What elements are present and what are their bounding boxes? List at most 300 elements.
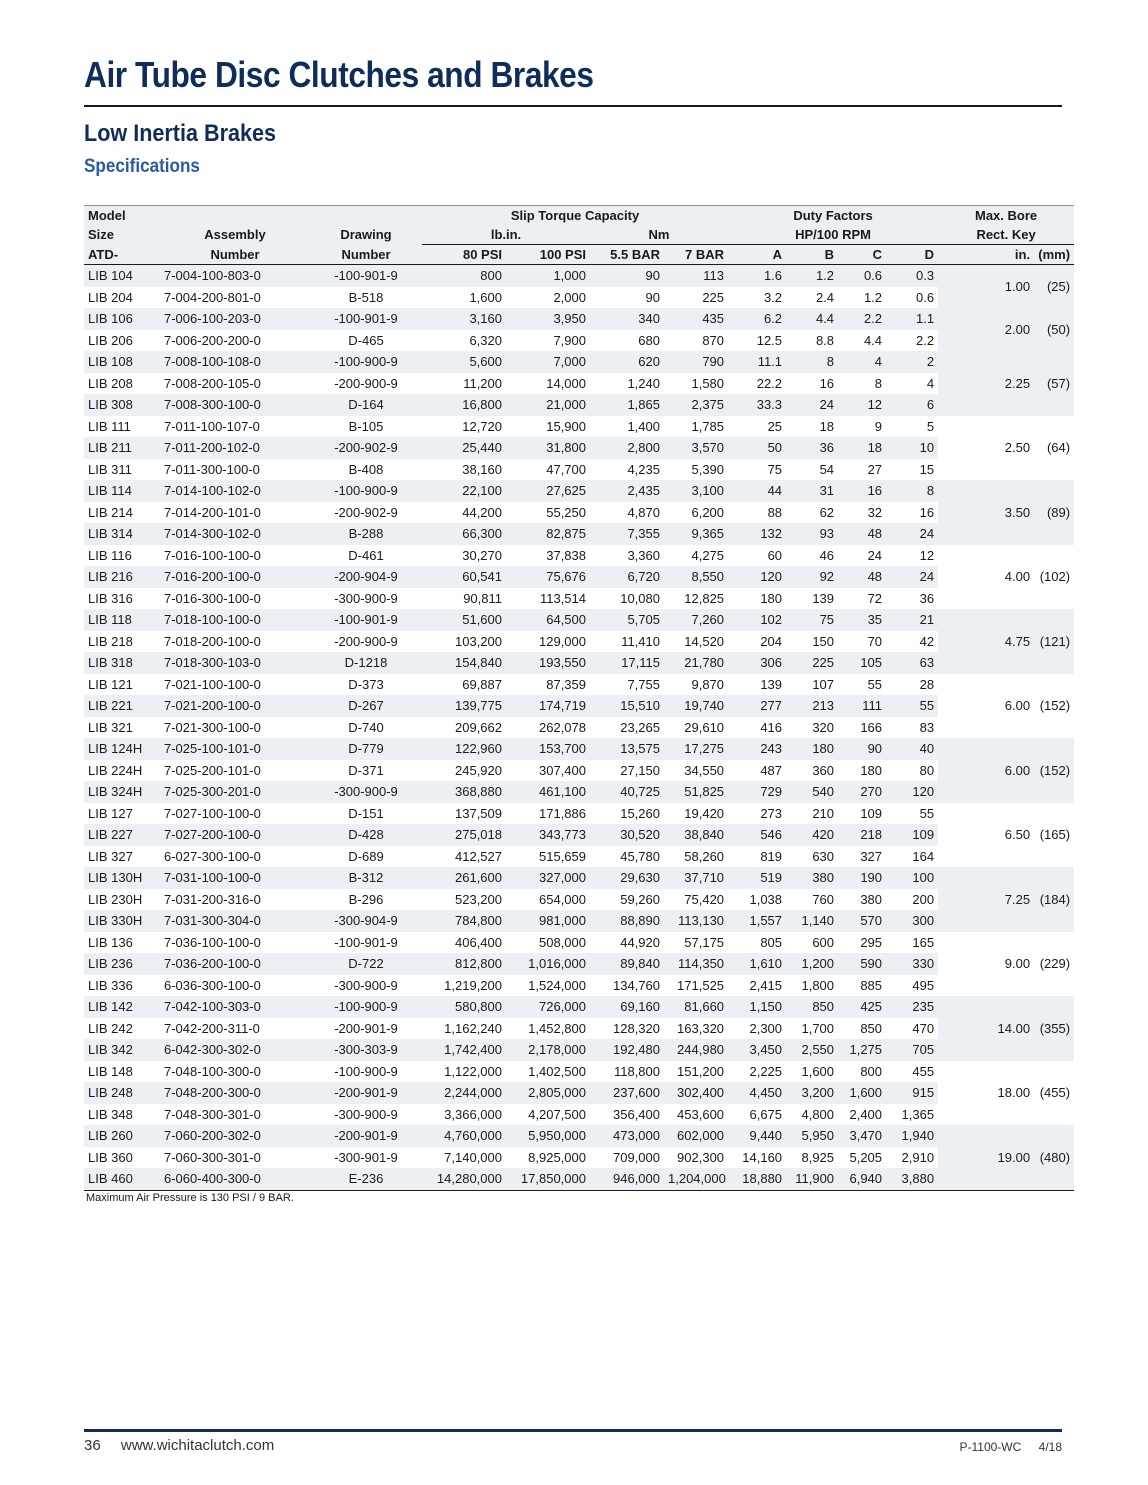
model-size: LIB 260 <box>84 1125 160 1147</box>
duty-c: 6,940 <box>838 1168 886 1190</box>
torque-5-5bar: 40,725 <box>590 781 664 803</box>
assembly-number: 7-021-200-100-0 <box>160 695 310 717</box>
max-bore-in: 2.50 <box>938 416 1034 481</box>
drawing-number: D-371 <box>348 762 384 778</box>
drawing-number: E-236 <box>310 1168 422 1190</box>
max-bore-in: 4.00 <box>938 545 1034 610</box>
drawing-number: -300-303-9 <box>310 1039 422 1061</box>
drawing-number: D-722 <box>310 953 422 975</box>
torque-7bar: 3,570 <box>664 437 728 459</box>
duty-a: 44 <box>728 480 786 502</box>
table-row <box>84 803 1074 825</box>
duty-d: 455 <box>912 1063 935 1079</box>
table-row <box>84 717 1074 739</box>
footer-right <box>960 1440 1063 1454</box>
assembly-number: 7-004-200-801-0 <box>164 289 261 305</box>
duty-a: 519 <box>728 867 786 889</box>
duty-c: 109 <box>860 805 883 821</box>
title-divider <box>84 105 1062 107</box>
duty-a: 4,450 <box>728 1082 786 1104</box>
torque-80psi: 44,200 <box>462 504 502 520</box>
drawing-number: D-465 <box>348 332 384 348</box>
duty-d: 3,880 <box>886 1168 938 1190</box>
max-bore-mm: (50) <box>1034 308 1074 351</box>
assembly-number: 7-014-100-102-0 <box>160 480 310 502</box>
header-assembly: Assembly <box>160 225 310 245</box>
duty-b: 11,900 <box>786 1168 838 1190</box>
torque-80psi: 275,018 <box>422 824 506 846</box>
duty-a: 416 <box>760 719 783 735</box>
table-row <box>84 1082 1074 1104</box>
header-duty-factors: Duty Factors <box>728 206 938 226</box>
assembly-number: 6-060-400-300-0 <box>160 1168 310 1190</box>
torque-100psi: 343,773 <box>506 824 590 846</box>
duty-d: 55 <box>886 695 938 717</box>
header-100psi: 100 PSI <box>506 245 590 265</box>
duty-a: 273 <box>760 805 783 821</box>
duty-b: 150 <box>812 633 835 649</box>
duty-a: 14,160 <box>742 1149 783 1165</box>
model-size: LIB 142 <box>84 996 160 1018</box>
duty-c: 1,275 <box>838 1039 886 1061</box>
drawing-number: -100-901-9 <box>334 934 398 950</box>
torque-7bar: 113,130 <box>664 910 728 932</box>
duty-b: 31 <box>786 480 838 502</box>
duty-c: 0.6 <box>838 265 886 287</box>
duty-d: 0.6 <box>915 289 935 305</box>
torque-7bar: 4,275 <box>691 547 725 563</box>
drawing-number: -100-901-9 <box>310 609 422 631</box>
torque-80psi: 2,244,000 <box>422 1082 506 1104</box>
duty-c: 295 <box>860 934 883 950</box>
torque-80psi: 11,200 <box>463 375 502 391</box>
duty-c: 32 <box>867 504 883 520</box>
table-row <box>84 437 1074 459</box>
torque-7bar: 163,320 <box>677 1020 725 1036</box>
torque-100psi: 5,950,000 <box>506 1125 590 1147</box>
torque-5-5bar: 2,435 <box>590 480 664 502</box>
torque-100psi: 174,719 <box>506 695 590 717</box>
max-bore-in: 6.00 <box>938 738 1034 803</box>
torque-5-5bar: 69,160 <box>590 996 664 1018</box>
duty-b: 1,700 <box>801 1020 835 1036</box>
duty-d: 8 <box>886 480 938 502</box>
model-size: LIB 321 <box>88 719 133 735</box>
header-5-5bar: 5.5 BAR <box>590 245 664 265</box>
duty-c: 48 <box>838 566 886 588</box>
torque-80psi: 406,400 <box>455 934 502 950</box>
model-size: LIB 148 <box>88 1063 133 1079</box>
duty-a: 546 <box>728 824 786 846</box>
torque-5-5bar: 15,260 <box>620 805 660 821</box>
assembly-number: 7-060-200-302-0 <box>160 1125 310 1147</box>
duty-b: 75 <box>786 609 838 631</box>
model-size: LIB 208 <box>88 375 133 391</box>
drawing-number: -100-900-9 <box>310 996 422 1018</box>
assembly-number: 7-006-200-200-0 <box>164 332 261 348</box>
header-7bar: 7 BAR <box>664 245 728 265</box>
assembly-number: 7-008-200-105-0 <box>164 375 261 391</box>
torque-100psi: 37,838 <box>546 547 586 563</box>
model-size: LIB 236 <box>84 953 160 975</box>
torque-100psi: 508,000 <box>539 934 586 950</box>
torque-100psi: 64,500 <box>506 609 590 631</box>
drawing-number: -100-900-9 <box>310 351 422 373</box>
duty-c: 180 <box>860 762 883 778</box>
assembly-number: 7-016-200-100-0 <box>160 566 310 588</box>
header-model: Model <box>84 206 160 226</box>
table-row <box>84 416 1074 438</box>
table-row <box>84 889 1074 911</box>
duty-c: 9 <box>874 418 883 434</box>
duty-d: 915 <box>886 1082 938 1104</box>
drawing-number: D-740 <box>348 719 384 735</box>
model-size: LIB 106 <box>84 308 160 330</box>
section-title: Low Inertia Brakes <box>84 120 277 147</box>
header-nm: Nm <box>590 225 728 245</box>
table-row <box>84 502 1074 524</box>
duty-d: 40 <box>886 738 938 760</box>
torque-100psi: 113,514 <box>539 590 586 606</box>
drawing-number: -300-900-9 <box>334 977 398 993</box>
torque-5-5bar: 473,000 <box>590 1125 664 1147</box>
table-row <box>84 932 1074 954</box>
duty-d: 83 <box>919 719 935 735</box>
duty-a: 729 <box>728 781 786 803</box>
torque-7bar: 5,390 <box>691 461 725 477</box>
assembly-number: 6-027-300-100-0 <box>164 848 261 864</box>
max-bore-mm: (89) <box>1034 480 1074 545</box>
torque-7bar: 12,825 <box>684 590 725 606</box>
model-size: LIB 116 <box>88 547 132 563</box>
table-row <box>84 824 1074 846</box>
torque-80psi: 800 <box>422 265 506 287</box>
header-size: Size <box>84 225 160 245</box>
duty-b: 16 <box>819 375 835 391</box>
drawing-number: -300-900-9 <box>310 781 422 803</box>
table-row <box>84 996 1074 1018</box>
table-body <box>84 265 1074 1191</box>
header-slip-torque: Slip Torque Capacity <box>422 206 728 226</box>
torque-100psi: 461,100 <box>506 781 590 803</box>
drawing-number: D-164 <box>310 394 422 416</box>
assembly-number: 7-021-300-100-0 <box>164 719 261 735</box>
duty-b: 1,140 <box>786 910 838 932</box>
torque-5-5bar: 90 <box>645 289 660 305</box>
torque-100psi: 4,207,500 <box>528 1106 586 1122</box>
duty-b: 2.4 <box>815 289 835 305</box>
duty-b: 213 <box>786 695 838 717</box>
drawing-number: -200-900-9 <box>334 375 398 391</box>
model-size: LIB 460 <box>84 1168 160 1190</box>
table-row <box>84 695 1074 717</box>
table-row <box>84 609 1074 631</box>
torque-7bar: 1,204,000 <box>664 1168 728 1190</box>
torque-5-5bar: 134,760 <box>613 977 660 993</box>
torque-5-5bar: 340 <box>590 308 664 330</box>
torque-7bar: 19,420 <box>684 805 725 821</box>
duty-b: 600 <box>812 934 835 950</box>
duty-d: 10 <box>886 437 938 459</box>
torque-5-5bar: 6,720 <box>590 566 664 588</box>
torque-5-5bar: 45,780 <box>620 848 660 864</box>
duty-b: 139 <box>812 590 835 606</box>
torque-80psi: 368,880 <box>422 781 506 803</box>
torque-100psi: 14,000 <box>546 375 586 391</box>
torque-100psi: 307,400 <box>539 762 586 778</box>
model-size: LIB 136 <box>88 934 133 950</box>
duty-a: 180 <box>760 590 783 606</box>
torque-100psi: 1,016,000 <box>506 953 590 975</box>
duty-b: 5,950 <box>786 1125 838 1147</box>
torque-100psi: 2,805,000 <box>506 1082 590 1104</box>
duty-c: 380 <box>860 891 883 907</box>
duty-b: 380 <box>786 867 838 889</box>
duty-c: 70 <box>867 633 883 649</box>
duty-a: 487 <box>760 762 783 778</box>
torque-7bar: 1,580 <box>691 375 725 391</box>
assembly-number: 7-025-300-201-0 <box>160 781 310 803</box>
torque-7bar: 113 <box>664 265 728 287</box>
duty-b: 1.2 <box>786 265 838 287</box>
table-row <box>84 373 1074 395</box>
model-size: LIB 360 <box>88 1149 133 1165</box>
duty-c: 72 <box>867 590 883 606</box>
torque-7bar: 1,785 <box>691 418 725 434</box>
torque-80psi: 812,800 <box>422 953 506 975</box>
duty-a: 3,450 <box>728 1039 786 1061</box>
model-size: LIB 316 <box>88 590 133 606</box>
duty-d: 2 <box>886 351 938 373</box>
duty-c: 4 <box>838 351 886 373</box>
max-bore-in: 7.25 <box>938 867 1034 932</box>
duty-c: 850 <box>860 1020 883 1036</box>
duty-b: 24 <box>786 394 838 416</box>
duty-b: 1,600 <box>801 1063 835 1079</box>
torque-7bar: 870 <box>702 332 725 348</box>
model-size: LIB 318 <box>84 652 160 674</box>
assembly-number: 7-060-300-301-0 <box>164 1149 261 1165</box>
torque-100psi: 47,700 <box>546 461 586 477</box>
table-header-row <box>84 206 1074 226</box>
table-row <box>84 674 1074 696</box>
model-size: LIB 108 <box>84 351 160 373</box>
page-number: 36 <box>84 1437 101 1454</box>
torque-7bar: 21,780 <box>664 652 728 674</box>
assembly-number: 7-031-100-100-0 <box>160 867 310 889</box>
duty-c: 218 <box>838 824 886 846</box>
duty-a: 204 <box>760 633 783 649</box>
duty-d: 164 <box>912 848 935 864</box>
assembly-number: 7-042-200-311-0 <box>164 1020 260 1036</box>
torque-100psi: 1,452,800 <box>528 1020 586 1036</box>
duty-d: 200 <box>912 891 935 907</box>
torque-7bar: 9,365 <box>664 523 728 545</box>
duty-b: 54 <box>819 461 835 477</box>
duty-b: 36 <box>786 437 838 459</box>
assembly-number: 7-036-200-100-0 <box>160 953 310 975</box>
duty-c: 2,400 <box>849 1106 883 1122</box>
duty-b: 3,200 <box>786 1082 838 1104</box>
duty-c: 190 <box>838 867 886 889</box>
header-hp-rpm: HP/100 RPM <box>728 225 938 245</box>
max-bore-in: 1.00 <box>938 265 1034 309</box>
table-row <box>84 1125 1074 1147</box>
duty-a: 11.1 <box>728 351 786 373</box>
assembly-number: 7-025-200-101-0 <box>164 762 261 778</box>
duty-d: 2.2 <box>915 332 935 348</box>
duty-d: 165 <box>912 934 935 950</box>
footnote: Maximum Air Pressure is 130 PSI / 9 BAR. <box>86 1192 294 1204</box>
torque-80psi: 1,600 <box>469 289 502 305</box>
duty-d: 4 <box>926 375 935 391</box>
torque-5-5bar: 10,080 <box>620 590 660 606</box>
torque-80psi: 16,800 <box>422 394 506 416</box>
duty-a: 805 <box>760 934 783 950</box>
assembly-number: 7-006-100-203-0 <box>160 308 310 330</box>
duty-b: 8,925 <box>801 1149 835 1165</box>
table-row <box>84 781 1074 803</box>
assembly-number: 7-008-300-100-0 <box>160 394 310 416</box>
torque-80psi: 154,840 <box>422 652 506 674</box>
duty-a: 25 <box>767 418 783 434</box>
duty-a: 18,880 <box>728 1168 786 1190</box>
duty-b: 630 <box>812 848 835 864</box>
model-size: LIB 311 <box>88 461 132 477</box>
torque-7bar: 19,740 <box>664 695 728 717</box>
duty-c: 105 <box>838 652 886 674</box>
torque-100psi: 981,000 <box>506 910 590 932</box>
drawing-number: D-461 <box>348 547 384 563</box>
table-row <box>84 308 1074 330</box>
duty-a: 2,300 <box>749 1020 783 1036</box>
duty-d: 6 <box>886 394 938 416</box>
duty-b: 225 <box>786 652 838 674</box>
duty-d: 235 <box>886 996 938 1018</box>
torque-100psi: 27,625 <box>506 480 590 502</box>
drawing-number: -100-901-9 <box>310 308 422 330</box>
torque-5-5bar: 30,520 <box>590 824 664 846</box>
max-bore-in: 18.00 <box>938 1061 1034 1126</box>
torque-100psi: 726,000 <box>506 996 590 1018</box>
drawing-number: -100-900-9 <box>310 480 422 502</box>
torque-7bar: 7,260 <box>664 609 728 631</box>
table-row <box>84 953 1074 975</box>
torque-5-5bar: 118,800 <box>613 1063 660 1079</box>
duty-b: 8.8 <box>815 332 835 348</box>
assembly-number: 7-027-200-100-0 <box>160 824 310 846</box>
torque-100psi: 1,000 <box>506 265 590 287</box>
torque-7bar: 171,525 <box>677 977 725 993</box>
model-size: LIB 218 <box>88 633 133 649</box>
model-size: LIB 124H <box>84 738 160 760</box>
max-bore-mm: (152) <box>1034 674 1074 739</box>
table-row <box>84 1061 1074 1083</box>
torque-80psi: 3,160 <box>422 308 506 330</box>
torque-100psi: 1,402,500 <box>528 1063 586 1079</box>
table-row <box>84 1147 1074 1169</box>
drawing-number: -200-902-9 <box>310 437 422 459</box>
duty-d: 470 <box>912 1020 935 1036</box>
table-row <box>84 652 1074 674</box>
model-size: LIB 127 <box>88 805 133 821</box>
max-bore-in: 6.50 <box>938 803 1034 868</box>
header-atd: ATD- <box>84 245 160 265</box>
duty-a: 75 <box>767 461 783 477</box>
model-size: LIB 216 <box>84 566 160 588</box>
duty-c: 8 <box>874 375 883 391</box>
duty-d: 300 <box>886 910 938 932</box>
assembly-number: 7-011-300-100-0 <box>164 461 260 477</box>
torque-80psi: 60,541 <box>422 566 506 588</box>
table-row <box>84 867 1074 889</box>
duty-b: 93 <box>786 523 838 545</box>
drawing-number: D-689 <box>348 848 384 864</box>
duty-b: 107 <box>812 676 835 692</box>
assembly-number: 7-014-300-102-0 <box>160 523 310 545</box>
torque-5-5bar: 17,115 <box>590 652 664 674</box>
assembly-number: 7-011-100-107-0 <box>164 418 260 434</box>
torque-80psi: 1,122,000 <box>444 1063 502 1079</box>
duty-b: 46 <box>819 547 835 563</box>
torque-80psi: 38,160 <box>462 461 502 477</box>
torque-7bar: 602,000 <box>664 1125 728 1147</box>
duty-a: 1,150 <box>728 996 786 1018</box>
table-row <box>84 760 1074 782</box>
max-bore-mm: (102) <box>1034 545 1074 610</box>
duty-d: 1,940 <box>886 1125 938 1147</box>
model-size: LIB 104 <box>84 265 160 287</box>
torque-5-5bar: 89,840 <box>590 953 664 975</box>
torque-7bar: 902,300 <box>677 1149 725 1165</box>
duty-d: 705 <box>886 1039 938 1061</box>
duty-c: 55 <box>867 676 883 692</box>
duty-c: 35 <box>838 609 886 631</box>
torque-7bar: 9,870 <box>691 676 725 692</box>
duty-a: 102 <box>728 609 786 631</box>
duty-c: 12 <box>838 394 886 416</box>
max-bore-in: 4.75 <box>938 609 1034 674</box>
duty-c: 90 <box>838 738 886 760</box>
duty-b: 8 <box>786 351 838 373</box>
duty-b: 210 <box>812 805 835 821</box>
drawing-number: -100-900-9 <box>334 1063 398 1079</box>
duty-c: 3,470 <box>838 1125 886 1147</box>
header-assembly-number: Number <box>160 245 310 265</box>
torque-7bar: 14,520 <box>684 633 725 649</box>
table-row <box>84 330 1074 352</box>
duty-d: 5 <box>926 418 935 434</box>
torque-80psi: 5,600 <box>422 351 506 373</box>
duty-a: 243 <box>728 738 786 760</box>
table-row <box>84 394 1074 416</box>
torque-5-5bar: 946,000 <box>590 1168 664 1190</box>
torque-7bar: 58,260 <box>684 848 725 864</box>
duty-d: 1.1 <box>886 308 938 330</box>
assembly-number: 7-018-200-100-0 <box>164 633 261 649</box>
max-bore-in: 3.50 <box>938 480 1034 545</box>
torque-5-5bar: 4,870 <box>627 504 660 520</box>
duty-a: 6,675 <box>749 1106 783 1122</box>
duty-a: 819 <box>760 848 783 864</box>
torque-80psi: 580,800 <box>422 996 506 1018</box>
torque-100psi: 7,000 <box>506 351 590 373</box>
duty-d: 28 <box>919 676 935 692</box>
duty-c: 18 <box>838 437 886 459</box>
drawing-number: -300-900-9 <box>334 1106 398 1122</box>
model-size: LIB 248 <box>84 1082 160 1104</box>
duty-b: 420 <box>786 824 838 846</box>
